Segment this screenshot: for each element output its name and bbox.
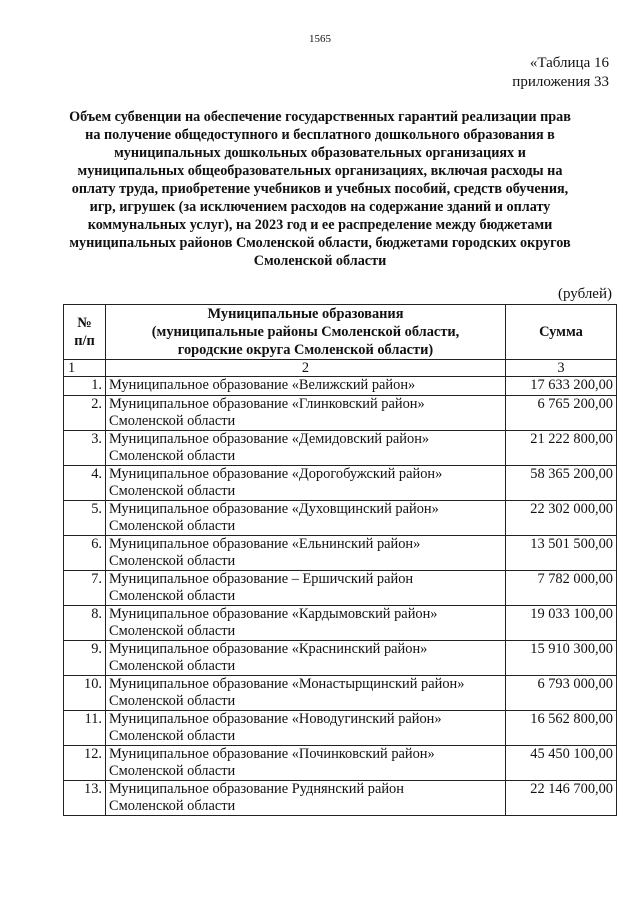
table-header-row [64, 305, 617, 360]
municipality-name-line: Смоленской области [109, 413, 236, 429]
table-row [64, 396, 617, 431]
municipality-name-line: Муниципальное образование «Починковский район» [109, 746, 435, 762]
column-index-cell: 3 [506, 360, 617, 377]
row-number: 6. [64, 536, 106, 571]
row-number: 5. [64, 501, 106, 536]
table-row [64, 676, 617, 711]
title-line: игр, игрушек (за исключением расходов на содержание зданий и оплату [89, 199, 551, 215]
row-number: 8. [64, 606, 106, 641]
municipality-name-line: Смоленской области [109, 483, 236, 499]
header-municipality-line: городские округа Смоленской области) [177, 342, 434, 358]
municipality-name [106, 501, 506, 536]
header-number [64, 305, 106, 360]
title-line: Смоленской области [253, 253, 387, 269]
row-number: 13. [64, 781, 106, 816]
row-number: 9. [64, 641, 106, 676]
municipality-name-line: Муниципальное образование «Глинковский район» [109, 396, 425, 412]
municipality-name-line: Смоленской области [109, 518, 236, 534]
row-number: 3. [64, 431, 106, 466]
appendix-reference-line: приложения 33 [512, 74, 609, 90]
subsidy-table [63, 304, 617, 816]
subsidy-amount: 17 633 200,00 [506, 377, 617, 396]
subsidy-amount: 15 910 300,00 [506, 641, 617, 676]
subsidy-amount: 45 450 100,00 [506, 746, 617, 781]
title-line: на получение общедоступного и бесплатного дошкольного образования в [85, 127, 555, 143]
table-row [64, 377, 617, 396]
row-number: 2. [64, 396, 106, 431]
units-label: (рублей) [557, 286, 612, 302]
municipality-name-line: Смоленской области [109, 798, 236, 814]
header-sum: Сумма [506, 305, 617, 360]
title-line: муниципальных общеобразовательных организациях, включая расходы на [77, 163, 563, 179]
row-number: 12. [64, 746, 106, 781]
row-number: 10. [64, 676, 106, 711]
title-line: муниципальных районов Смоленской области, бюджетами городских округов [69, 235, 571, 251]
subsidy-amount: 22 302 000,00 [506, 501, 617, 536]
document-title [60, 108, 580, 270]
subsidy-amount: 21 222 800,00 [506, 431, 617, 466]
municipality-name [106, 781, 506, 816]
column-index-cell: 1 [64, 360, 106, 377]
municipality-name [106, 431, 506, 466]
page-number: 1565 [309, 33, 331, 45]
table-row [64, 711, 617, 746]
table-row [64, 781, 617, 816]
subsidy-amount: 6 765 200,00 [506, 396, 617, 431]
municipality-name [106, 571, 506, 606]
municipality-name-line: Муниципальное образование «Демидовский район» [109, 431, 430, 447]
subsidy-amount: 13 501 500,00 [506, 536, 617, 571]
municipality-name-line: Смоленской области [109, 693, 236, 709]
header-municipality [106, 305, 506, 360]
subsidy-amount: 22 146 700,00 [506, 781, 617, 816]
municipality-name-line: Муниципальное образование «Дорогобужский район» [109, 466, 443, 482]
municipality-name-line: Смоленской области [109, 728, 236, 744]
subsidy-amount: 58 365 200,00 [506, 466, 617, 501]
subsidy-amount: 7 782 000,00 [506, 571, 617, 606]
municipality-name [106, 606, 506, 641]
municipality-name-line: Муниципальное образование Руднянский район [109, 781, 404, 797]
municipality-name [106, 711, 506, 746]
column-index-cell: 2 [106, 360, 506, 377]
row-number: 1. [64, 377, 106, 396]
title-line: оплату труда, приобретение учебников и учебных пособий, средств обучения, [71, 181, 569, 197]
municipality-name-line: Смоленской области [109, 588, 236, 604]
header-number-line: № [77, 315, 92, 331]
municipality-name [106, 676, 506, 711]
table-row [64, 466, 617, 501]
municipality-name-line: Смоленской области [109, 448, 236, 464]
title-line: коммунальных услуг), на 2023 год и ее распределение между бюджетами [87, 217, 553, 233]
header-municipality-line: (муниципальные районы Смоленской области, [151, 324, 460, 340]
municipality-name-line: Смоленской области [109, 763, 236, 779]
table-row [64, 641, 617, 676]
title-line: Объем субвенции на обеспечение государственных гарантий реализации прав [69, 109, 571, 125]
municipality-name-line: Муниципальное образование «Монастырщинский район» [109, 676, 465, 692]
table-row [64, 746, 617, 781]
municipality-name-line: Муниципальное образование «Духовщинский район» [109, 501, 439, 517]
municipality-name-line: Муниципальное образование «Велижский район» [109, 377, 416, 393]
header-number-line: п/п [74, 333, 95, 349]
subsidy-amount: 16 562 800,00 [506, 711, 617, 746]
table-row [64, 571, 617, 606]
municipality-name-line: Смоленской области [109, 658, 236, 674]
municipality-name-line: Муниципальное образование «Кардымовский район» [109, 606, 438, 622]
municipality-name [106, 377, 506, 396]
subsidy-amount: 6 793 000,00 [506, 676, 617, 711]
table-row [64, 501, 617, 536]
municipality-name [106, 536, 506, 571]
municipality-name-line: Смоленской области [109, 623, 236, 639]
row-number: 7. [64, 571, 106, 606]
row-number: 4. [64, 466, 106, 501]
table-row [64, 536, 617, 571]
municipality-name-line: Муниципальное образование «Краснинский район» [109, 641, 428, 657]
header-municipality-line: Муниципальные образования [207, 306, 404, 322]
column-index-row [64, 360, 617, 377]
table-reference [512, 54, 609, 92]
title-line: муниципальных дошкольных образовательных организациях и [114, 145, 526, 161]
municipality-name-line: Муниципальное образование «Новодугинский район» [109, 711, 442, 727]
table-reference-line: «Таблица 16 [529, 55, 609, 71]
municipality-name [106, 396, 506, 431]
subsidy-amount: 19 033 100,00 [506, 606, 617, 641]
municipality-name-line: Смоленской области [109, 553, 236, 569]
table-row [64, 606, 617, 641]
municipality-name [106, 466, 506, 501]
row-number: 11. [64, 711, 106, 746]
municipality-name [106, 746, 506, 781]
table-row [64, 431, 617, 466]
municipality-name-line: Муниципальное образование «Ельнинский район» [109, 536, 421, 552]
municipality-name [106, 641, 506, 676]
municipality-name-line: Муниципальное образование – Ершичский район [109, 571, 414, 587]
